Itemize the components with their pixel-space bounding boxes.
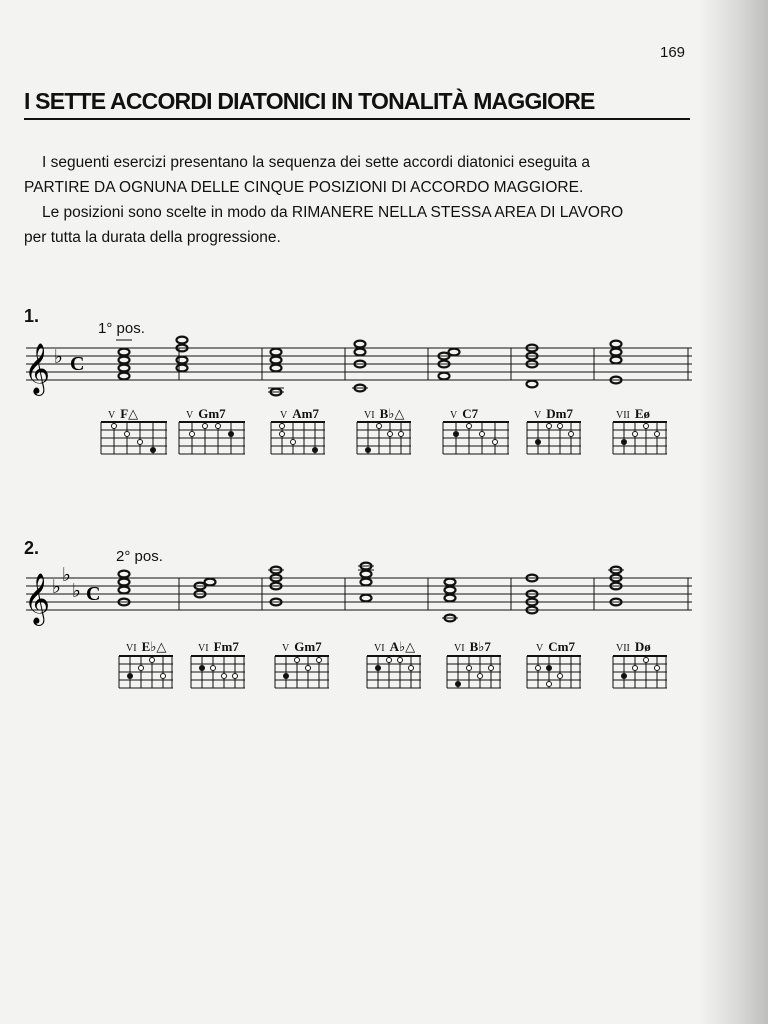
chord-roman: V	[534, 410, 542, 421]
intro-line-1: I seguenti esercizi presentano la sequenza dei sette accordi diatonici eseguita a	[42, 154, 591, 171]
flat-sign-icon: ♭	[54, 346, 63, 368]
chord-name: Dø	[634, 639, 651, 654]
chord-name: B♭△	[379, 406, 405, 421]
chord-diagram	[446, 654, 502, 692]
flat-sign-icon: ♭	[62, 564, 71, 586]
intro-line-2: PARTIRE DA OGNUNA DELLE CINQUE POSIZIONI DI ACCORDO MAGGIORE.	[24, 179, 584, 196]
chord-diagram	[612, 654, 668, 692]
chord-name: C7	[462, 406, 479, 421]
exercise-1-number: 1.	[24, 306, 40, 326]
page-number: 169	[660, 44, 686, 61]
chord-diagram	[118, 654, 174, 692]
treble-clef-icon: 𝄞	[24, 343, 51, 394]
exercise-2-staff	[20, 566, 700, 628]
intro-paragraph	[24, 150, 694, 250]
chord-name: F△	[120, 406, 139, 421]
chord-roman: VII	[616, 643, 630, 654]
chord-roman: V	[280, 410, 288, 421]
flat-sign-icon: ♭	[52, 576, 61, 598]
chord-roman: VI	[126, 643, 137, 654]
chord-diagram	[190, 654, 246, 692]
page-edge-shadow	[698, 0, 768, 1024]
chord-name: Eø	[634, 406, 651, 421]
chord-roman: V	[282, 643, 290, 654]
chord-roman: VI	[198, 643, 209, 654]
chord-roman: VI	[374, 643, 385, 654]
chord-roman: V	[108, 410, 116, 421]
chord-diagram	[356, 420, 412, 458]
chord-diagram	[526, 420, 582, 458]
exercise-1-staff	[20, 336, 700, 398]
chord-roman: V	[186, 410, 194, 421]
chord-name: Am7	[292, 406, 319, 421]
chord-diagram	[366, 654, 422, 692]
intro-line-4: per tutta la durata della progressione.	[24, 229, 281, 246]
chord-name: B♭7	[469, 639, 491, 654]
flat-sign-icon: ♭	[72, 580, 81, 602]
chord-roman: VII	[616, 410, 630, 421]
chord-name: Dm7	[546, 406, 573, 421]
chord-diagram	[526, 654, 582, 692]
title-underline	[24, 118, 690, 120]
exercise-1-position: 1° pos.	[98, 320, 145, 337]
chord-diagram	[612, 420, 668, 458]
chord-diagram	[100, 420, 168, 458]
common-time-icon: C	[86, 583, 101, 605]
chord-name: E♭△	[141, 639, 167, 654]
treble-clef-icon: 𝄞	[24, 573, 51, 624]
chord-name: Cm7	[548, 639, 575, 654]
chord-name: A♭△	[389, 639, 416, 654]
chord-diagram	[442, 420, 510, 458]
chord-roman: V	[450, 410, 458, 421]
chord-name: Fm7	[213, 639, 239, 654]
chord-roman: V	[536, 643, 544, 654]
chord-roman: VI	[454, 643, 465, 654]
chord-diagram	[178, 420, 246, 458]
chord-diagram	[274, 654, 330, 692]
chord-name: Gm7	[294, 639, 322, 654]
exercise-2-position: 2° pos.	[116, 548, 163, 565]
chord-roman: VI	[364, 410, 375, 421]
common-time-icon: C	[70, 353, 85, 375]
chord-diagram	[270, 420, 326, 458]
page-title: I SETTE ACCORDI DIATONICI IN TONALITÀ MAGGIORE	[24, 88, 595, 114]
intro-line-3: Le posizioni sono scelte in modo da RIMANERE NELLA STESSA AREA DI LAVORO	[42, 204, 624, 221]
chord-name: Gm7	[198, 406, 226, 421]
exercise-2-number: 2.	[24, 538, 40, 558]
